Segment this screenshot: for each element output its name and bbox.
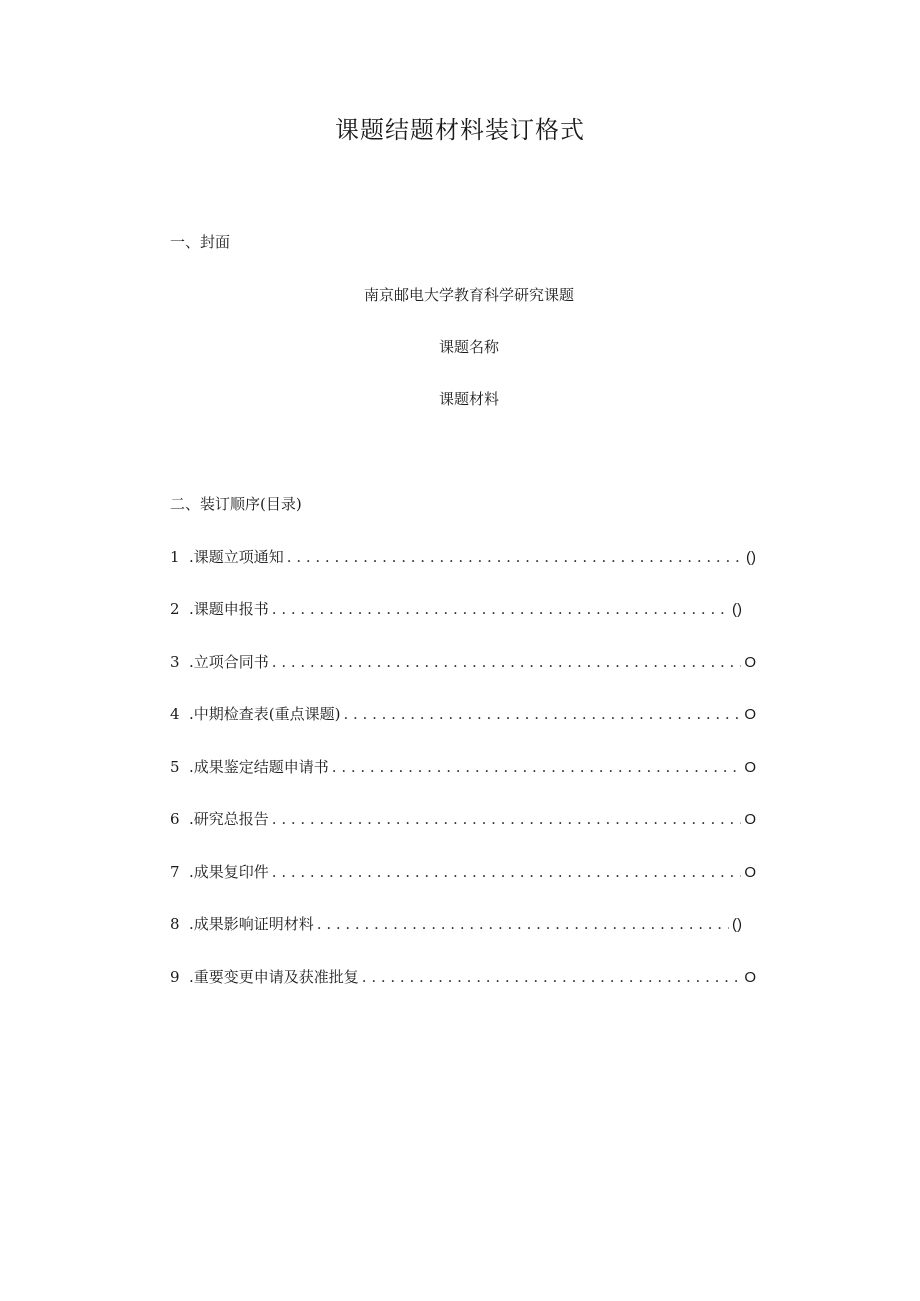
toc-item-label: .中期检查表(重点课题) bbox=[189, 705, 341, 723]
toc-dot-leader bbox=[343, 704, 741, 724]
toc-item-label: .成果影响证明材料 bbox=[189, 915, 314, 933]
toc-item bbox=[170, 914, 742, 934]
toc-item-number: 1 bbox=[170, 548, 180, 566]
cover-line-project-material: 课题材料 bbox=[438, 390, 499, 408]
toc-item bbox=[170, 547, 756, 567]
toc-dot-leader bbox=[287, 547, 743, 567]
toc-item-page: () bbox=[732, 601, 742, 618]
toc-item-page: O bbox=[744, 706, 756, 723]
toc-item-page: O bbox=[744, 654, 756, 671]
toc-dot-leader bbox=[272, 652, 742, 672]
toc-item-page: () bbox=[746, 549, 756, 566]
toc-item-number: 3 bbox=[170, 653, 180, 671]
toc-dot-leader bbox=[272, 599, 729, 619]
toc-item bbox=[170, 862, 756, 882]
toc-item bbox=[170, 704, 756, 724]
toc-item-label: .立项合同书 bbox=[189, 653, 269, 671]
toc-item-page: O bbox=[744, 759, 756, 776]
toc-item bbox=[170, 652, 756, 672]
toc-item-label: .成果鉴定结题申请书 bbox=[189, 758, 329, 776]
toc-dot-leader bbox=[362, 967, 742, 987]
toc-item-number: 9 bbox=[170, 968, 180, 986]
toc-dot-leader bbox=[332, 757, 742, 777]
toc-item bbox=[170, 599, 742, 619]
toc-dot-leader bbox=[317, 914, 729, 934]
cover-line-project-name: 课题名称 bbox=[438, 338, 499, 356]
toc-item-number: 7 bbox=[170, 863, 180, 881]
toc-item-label: .课题申报书 bbox=[189, 600, 269, 618]
toc-item-page: O bbox=[744, 811, 756, 828]
toc-item-number: 8 bbox=[170, 915, 180, 933]
toc-dot-leader bbox=[272, 809, 742, 829]
toc-item-label: .重要变更申请及获准批复 bbox=[189, 968, 359, 986]
toc-item-number: 4 bbox=[170, 705, 180, 723]
toc-item-page: O bbox=[744, 864, 756, 881]
toc-item-label: .成果复印件 bbox=[189, 863, 269, 881]
toc-item-label: .研究总报告 bbox=[189, 810, 269, 828]
toc-item bbox=[170, 967, 756, 987]
toc-item bbox=[170, 757, 756, 777]
toc-item-label: .课题立项通知 bbox=[189, 548, 284, 566]
toc-item-number: 2 bbox=[170, 600, 180, 618]
section-heading-cover: 一、封面 bbox=[170, 233, 231, 251]
toc-item-page: () bbox=[732, 916, 742, 933]
section-heading-binding-order: 二、装订顺序(目录) bbox=[170, 495, 302, 513]
toc-item bbox=[170, 809, 756, 829]
toc-item-number: 5 bbox=[170, 758, 180, 776]
toc-dot-leader bbox=[272, 862, 742, 882]
toc-item-page: O bbox=[744, 969, 756, 986]
toc-item-number: 6 bbox=[170, 810, 180, 828]
document-title: 课题结题材料装订格式 bbox=[335, 116, 585, 144]
cover-line-institution: 南京邮电大学教育科学研究课题 bbox=[363, 286, 574, 304]
